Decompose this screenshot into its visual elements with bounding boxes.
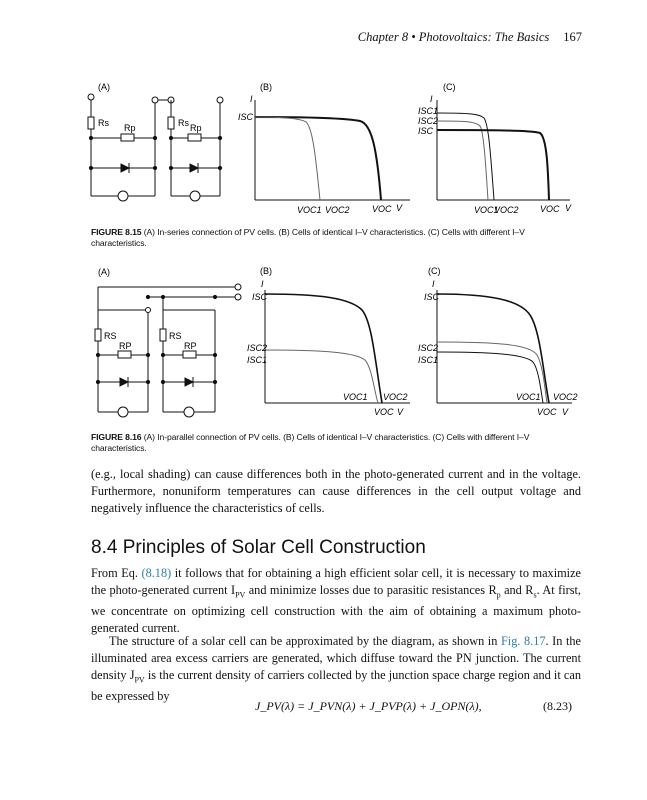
fig815-b-i-axis: I <box>250 94 253 104</box>
fig815-caption-text: (A) In-series connection of PV cells. (B) Cells of identical I–V characteristics. (C) Cells with different I–V characteristics. <box>91 227 525 248</box>
p2-text-2: it follows that for obtaining a high efficient solar cell, it is necessary to maximize the photo-generated current I <box>91 566 582 597</box>
figure-ref-link[interactable]: Fig. 8.17 <box>500 634 546 648</box>
p2-text-1: From Eq. <box>91 566 142 580</box>
fig816-b-isc1: ISC1 <box>247 355 268 365</box>
fig816-rs-label-1: RS <box>104 331 117 341</box>
p2-sub-p: p <box>496 590 501 600</box>
fig816-b-isc: ISC <box>252 292 268 302</box>
fig815-b-voc2: VOC2 <box>325 205 350 215</box>
p2-sub-s: s <box>533 590 537 600</box>
p2-sub-pv: PV <box>235 590 246 600</box>
fig815-rp-label-2: Rp <box>190 123 202 133</box>
p2-text-3: and minimize losses due to parasitic resistances R <box>245 583 497 597</box>
fig815-c-i-axis: I <box>430 94 433 104</box>
p2-text-4: and R <box>500 583 534 597</box>
fig816-c-isc2: ISC2 <box>418 343 439 353</box>
fig815-c-v-axis: V <box>565 203 572 213</box>
p3-text-1: The structure of a solar cell can be approximated by the diagram, as shown in <box>109 634 501 648</box>
equation-number: (8.23) <box>543 699 572 713</box>
fig815-c-voc2: VOC2 <box>494 205 519 215</box>
fig816-panel-a-circuit <box>95 284 241 417</box>
chapter-title: Chapter 8 • Photovoltaics: The Basics <box>357 30 550 44</box>
fig816-b-v-axis: V <box>397 407 404 417</box>
fig815-c-isc: ISC <box>418 126 434 136</box>
fig815-rs-label-2: Rs <box>178 118 189 128</box>
fig816-panel-b-label: (B) <box>260 266 272 276</box>
fig815-b-voc1: VOC1 <box>297 205 322 215</box>
paragraph-3 <box>91 633 581 705</box>
fig815-c-isc1: ISC1 <box>418 106 439 116</box>
fig815-b-voc: VOC <box>372 204 392 214</box>
fig816-caption <box>91 432 581 454</box>
p3-text-2: . In the illuminated area excess carriers are generated, which diffuse toward the PN junction. The current density J <box>91 634 581 682</box>
fig815-panel-c-label: (C) <box>443 82 456 92</box>
fig815-c-isc2: ISC2 <box>418 116 439 126</box>
fig816-b-voc1: VOC1 <box>343 392 368 402</box>
fig816-rp-label-1: RP <box>119 341 132 351</box>
fig815-panel-a-label: (A) <box>98 82 110 92</box>
fig815-rp-label-1: Rp <box>124 123 136 133</box>
fig815-rs-label-1: Rs <box>98 118 109 128</box>
fig816-b-isc2: ISC2 <box>247 343 268 353</box>
paragraph-2 <box>91 565 581 637</box>
page-number: 167 <box>563 30 582 44</box>
fig816-panel-a-label: (A) <box>98 267 110 277</box>
section-title: 8.4 Principles of Solar Cell Construction <box>91 537 426 558</box>
fig815-c-voc: VOC <box>540 204 560 214</box>
fig816-c-isc1: ISC1 <box>418 355 439 365</box>
fig816-c-voc: VOC <box>537 407 557 417</box>
p3-sub-pv: PV <box>134 675 145 685</box>
fig816-rs-label-2: RS <box>169 331 182 341</box>
fig816-caption-label: FIGURE 8.16 <box>91 432 142 442</box>
fig815-b-isc: ISC <box>238 112 254 122</box>
fig816-panel-c-chart <box>437 290 572 403</box>
fig816-c-i-axis: I <box>432 279 435 289</box>
fig816-b-voc: VOC <box>374 407 394 417</box>
fig815-b-v-axis: V <box>396 203 403 213</box>
fig815-caption-label: FIGURE 8.15 <box>91 227 142 237</box>
fig816-panel-b-chart <box>265 290 410 403</box>
fig816-c-voc2: VOC2 <box>553 392 578 402</box>
fig815-c-voc1: VOC1 <box>474 205 499 215</box>
fig815-panel-b-label: (B) <box>260 82 272 92</box>
p3-text-3: is the current density of carriers collected by the junction space charge region and it can be expressed by <box>91 668 581 704</box>
fig816-panel-c-label: (C) <box>428 266 441 276</box>
equation-8-23: J_PV(λ) = J_PVN(λ) + J_PVP(λ) + J_OPN(λ), <box>255 699 482 713</box>
fig816-c-isc: ISC <box>424 292 440 302</box>
equation-ref-link[interactable]: (8.18) <box>141 566 172 580</box>
fig816-c-voc1: VOC1 <box>516 392 541 402</box>
p2-text-5: . At first, we concentrate on optimizing cell construction with the aim of obtaining a maximum photo-generated current. <box>91 583 581 636</box>
fig816-c-v-axis: V <box>562 407 569 417</box>
fig816-b-i-axis: I <box>261 279 264 289</box>
fig816-rp-label-2: RP <box>184 341 197 351</box>
paragraph-1: (e.g., local shading) can cause differences both in the photo-generated current and in the voltage. Furthermore, nonuniform temperatures can cause differences in the cell output voltage and negatively influence the characteristics of cells. <box>91 467 581 515</box>
fig816-b-voc2: VOC2 <box>383 392 408 402</box>
fig816-caption-text: (A) In-parallel connection of PV cells. (B) Cells of identical I–V characteristics. (C) Cells with different I–V characteristics. <box>91 432 530 453</box>
